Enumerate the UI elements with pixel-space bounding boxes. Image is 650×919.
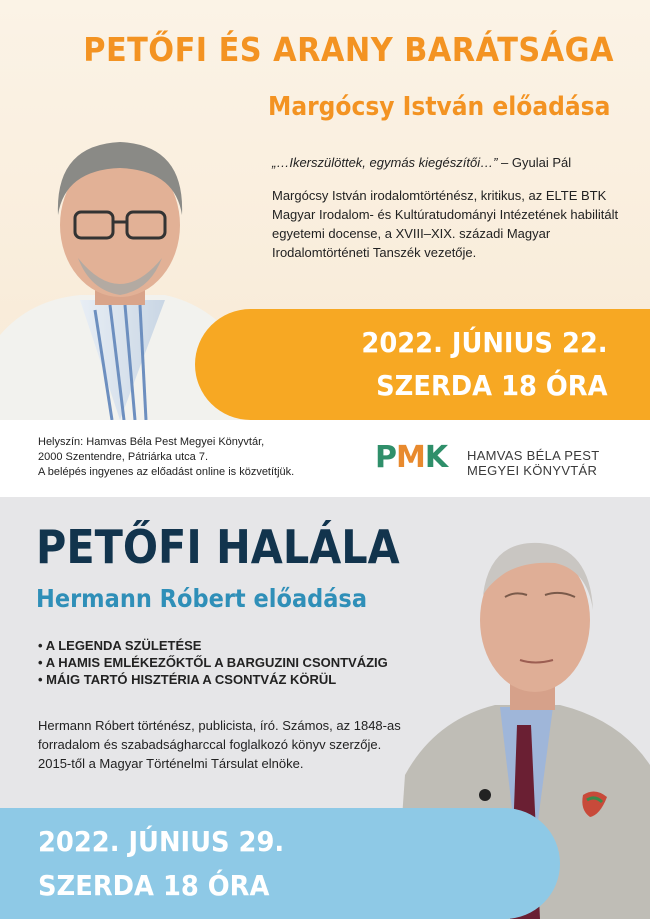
logo-text bbox=[467, 448, 599, 478]
event1-date: 2022. JÚNIUS 22. bbox=[361, 326, 608, 359]
library-logo bbox=[375, 440, 635, 480]
event2-topics bbox=[38, 637, 388, 688]
topic-item: • A HAMIS EMLÉKEZŐKTŐL A BARGUZINI CSONTVÁZIG bbox=[38, 654, 388, 671]
event1-time: SZERDA 18 ÓRA bbox=[376, 369, 608, 402]
venue-line-2: 2000 Szentendre, Pátriárka utca 7. bbox=[38, 451, 208, 463]
event1-title: PETŐFI ÉS ARANY BARÁTSÁGA bbox=[83, 30, 614, 69]
event1-quote bbox=[272, 155, 571, 170]
logo-line-1: HAMVAS BÉLA PEST bbox=[467, 448, 600, 463]
event1-bio: Margócsy István irodalomtörténész, kritikus, az ELTE BTK Magyar Irodalom- és Kultúratudományi Intézetének habilitált egyetemi docense, a XVIII–XIX. századi Magyar Irodalomtörténeti Tanszék vezetője. bbox=[272, 188, 619, 260]
event2-title: PETŐFI HALÁLA bbox=[36, 520, 400, 574]
quote-author: – Gyulai Pál bbox=[497, 155, 572, 170]
event1-subtitle: Margócsy István előadása bbox=[267, 92, 610, 122]
topic-item: • MÁIG TARTÓ HISZTÉRIA A CSONTVÁZ KÖRÜL bbox=[38, 671, 388, 688]
venue-info bbox=[38, 435, 294, 480]
event2-subtitle: Hermann Róbert előadása bbox=[36, 584, 368, 613]
event2-time: SZERDA 18 ÓRA bbox=[38, 869, 270, 902]
event2-date: 2022. JÚNIUS 29. bbox=[38, 825, 285, 858]
logo-mark: PMK bbox=[375, 440, 448, 475]
event2-bio: Hermann Róbert történész, publicista, író. Számos, az 1848-as forradalom és szabadságharccal foglalkozó könyv szerzője. 2015-től a Magyar Történelmi Társulat elnöke. bbox=[38, 718, 401, 771]
topic-item: • A LEGENDA SZÜLETÉSE bbox=[38, 637, 388, 654]
venue-line-3: A belépés ingyenes az előadást online is közvetítjük. bbox=[38, 466, 295, 478]
quote-text: „…Ikerszülöttek, egymás kiegészítői…” bbox=[272, 155, 498, 170]
venue-line-1: Helyszín: Hamvas Béla Pest Megyei Könyvtár, bbox=[38, 436, 265, 448]
logo-line-2: MEGYEI KÖNYVTÁR bbox=[467, 463, 598, 478]
